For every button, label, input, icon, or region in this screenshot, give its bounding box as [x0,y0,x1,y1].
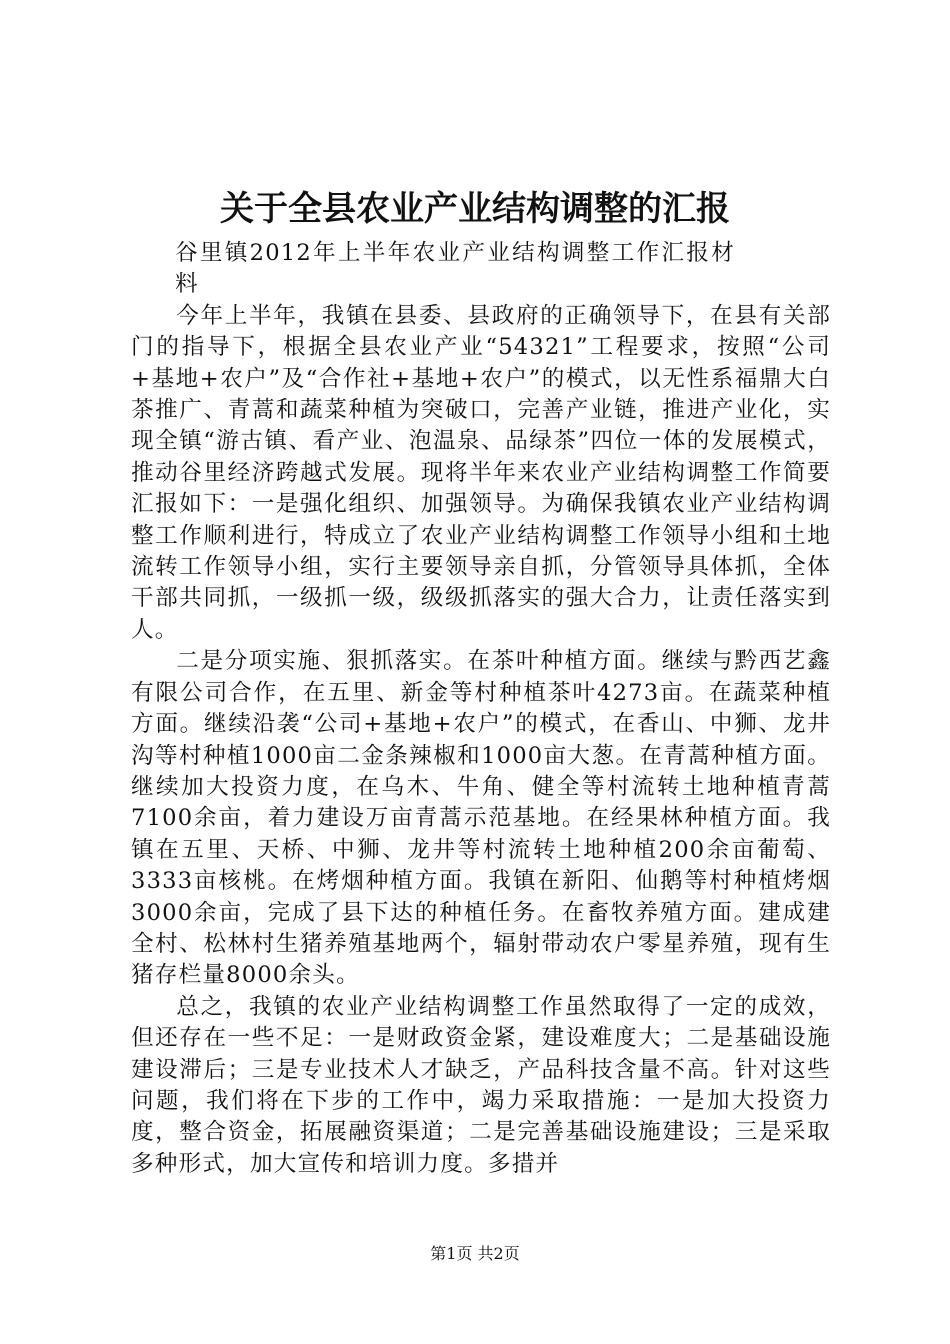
paragraph-2: 二是分项实施、狠抓落实。在茶叶种植方面。继续与黔西艺鑫有限公司合作，在五里、新金等村种植茶叶4273亩。在蔬菜种植方面。继续沿袭“公司+基地+农户”的模式，在香山、中狮、龙井沟等村种植1000亩二金条辣椒和1000亩大葱。在青蒿种植方面。继续加大投资力度，在乌木、牛角、健全等村流转土地种植青蒿7100余亩，着力建设万亩青蒿示范基地。在经果林种植方面。我镇在五里、天桥、中狮、龙井等村流转土地种植200余亩葡萄、3333亩核桃。在烤烟种植方面。我镇在新阳、仙鹅等村种植烤烟3000余亩，完成了县下达的种植任务。在畜牧养殖方面。建成建全村、松林村生猪养殖基地两个，辐射带动农户零星养殖，现有生猪存栏量8000余头。 [131,648,831,989]
document-subtitle: 谷里镇2012年上半年农业产业结构调整工作汇报材料 [175,240,735,298]
document-title: 关于全县农业产业结构调整的汇报 [220,189,730,229]
paragraph-3: 总之，我镇的农业产业结构调整工作虽然取得了一定的成效，但还存在一些不足：一是财政资金紧，建设难度大；二是基础设施建设滞后；三是专业技术人才缺乏，产品科技含量不高。针对这些问题，我们将在下步的工作中，竭力采取措施：一是加大投资力度，整合资金，拓展融资渠道；二是完善基础设施建设；三是采取多种形式，加大宣传和培训力度。多措并 [131,993,831,1177]
paragraph-1: 今年上半年，我镇在县委、县政府的正确领导下，在县有关部门的指导下，根据全县农业产业“54321”工程要求，按照“公司+基地+农户”及“合作社+基地+农户”的模式，以无性系福鼎大白茶推广、青蒿和蔬菜种植为突破口，完善产业链，推进产业化，实现全镇“游古镇、看产业、泡温泉、品绿茶”四位一体的发展模式，推动谷里经济跨越式发展。现将半年来农业产业结构调整工作简要汇报如下：一是强化组织、加强领导。为确保我镇农业产业结构调整工作顺利进行，特成立了农业产业结构调整工作领导小组和土地流转工作领导小组，实行主要领导亲自抓，分管领导具体抓，全体干部共同抓，一级抓一级，级级抓落实的强大合力，让责任落实到人。 [131,302,831,643]
page-footer: 第1页 共2页 [430,1244,520,1263]
document-body [131,238,831,1180]
